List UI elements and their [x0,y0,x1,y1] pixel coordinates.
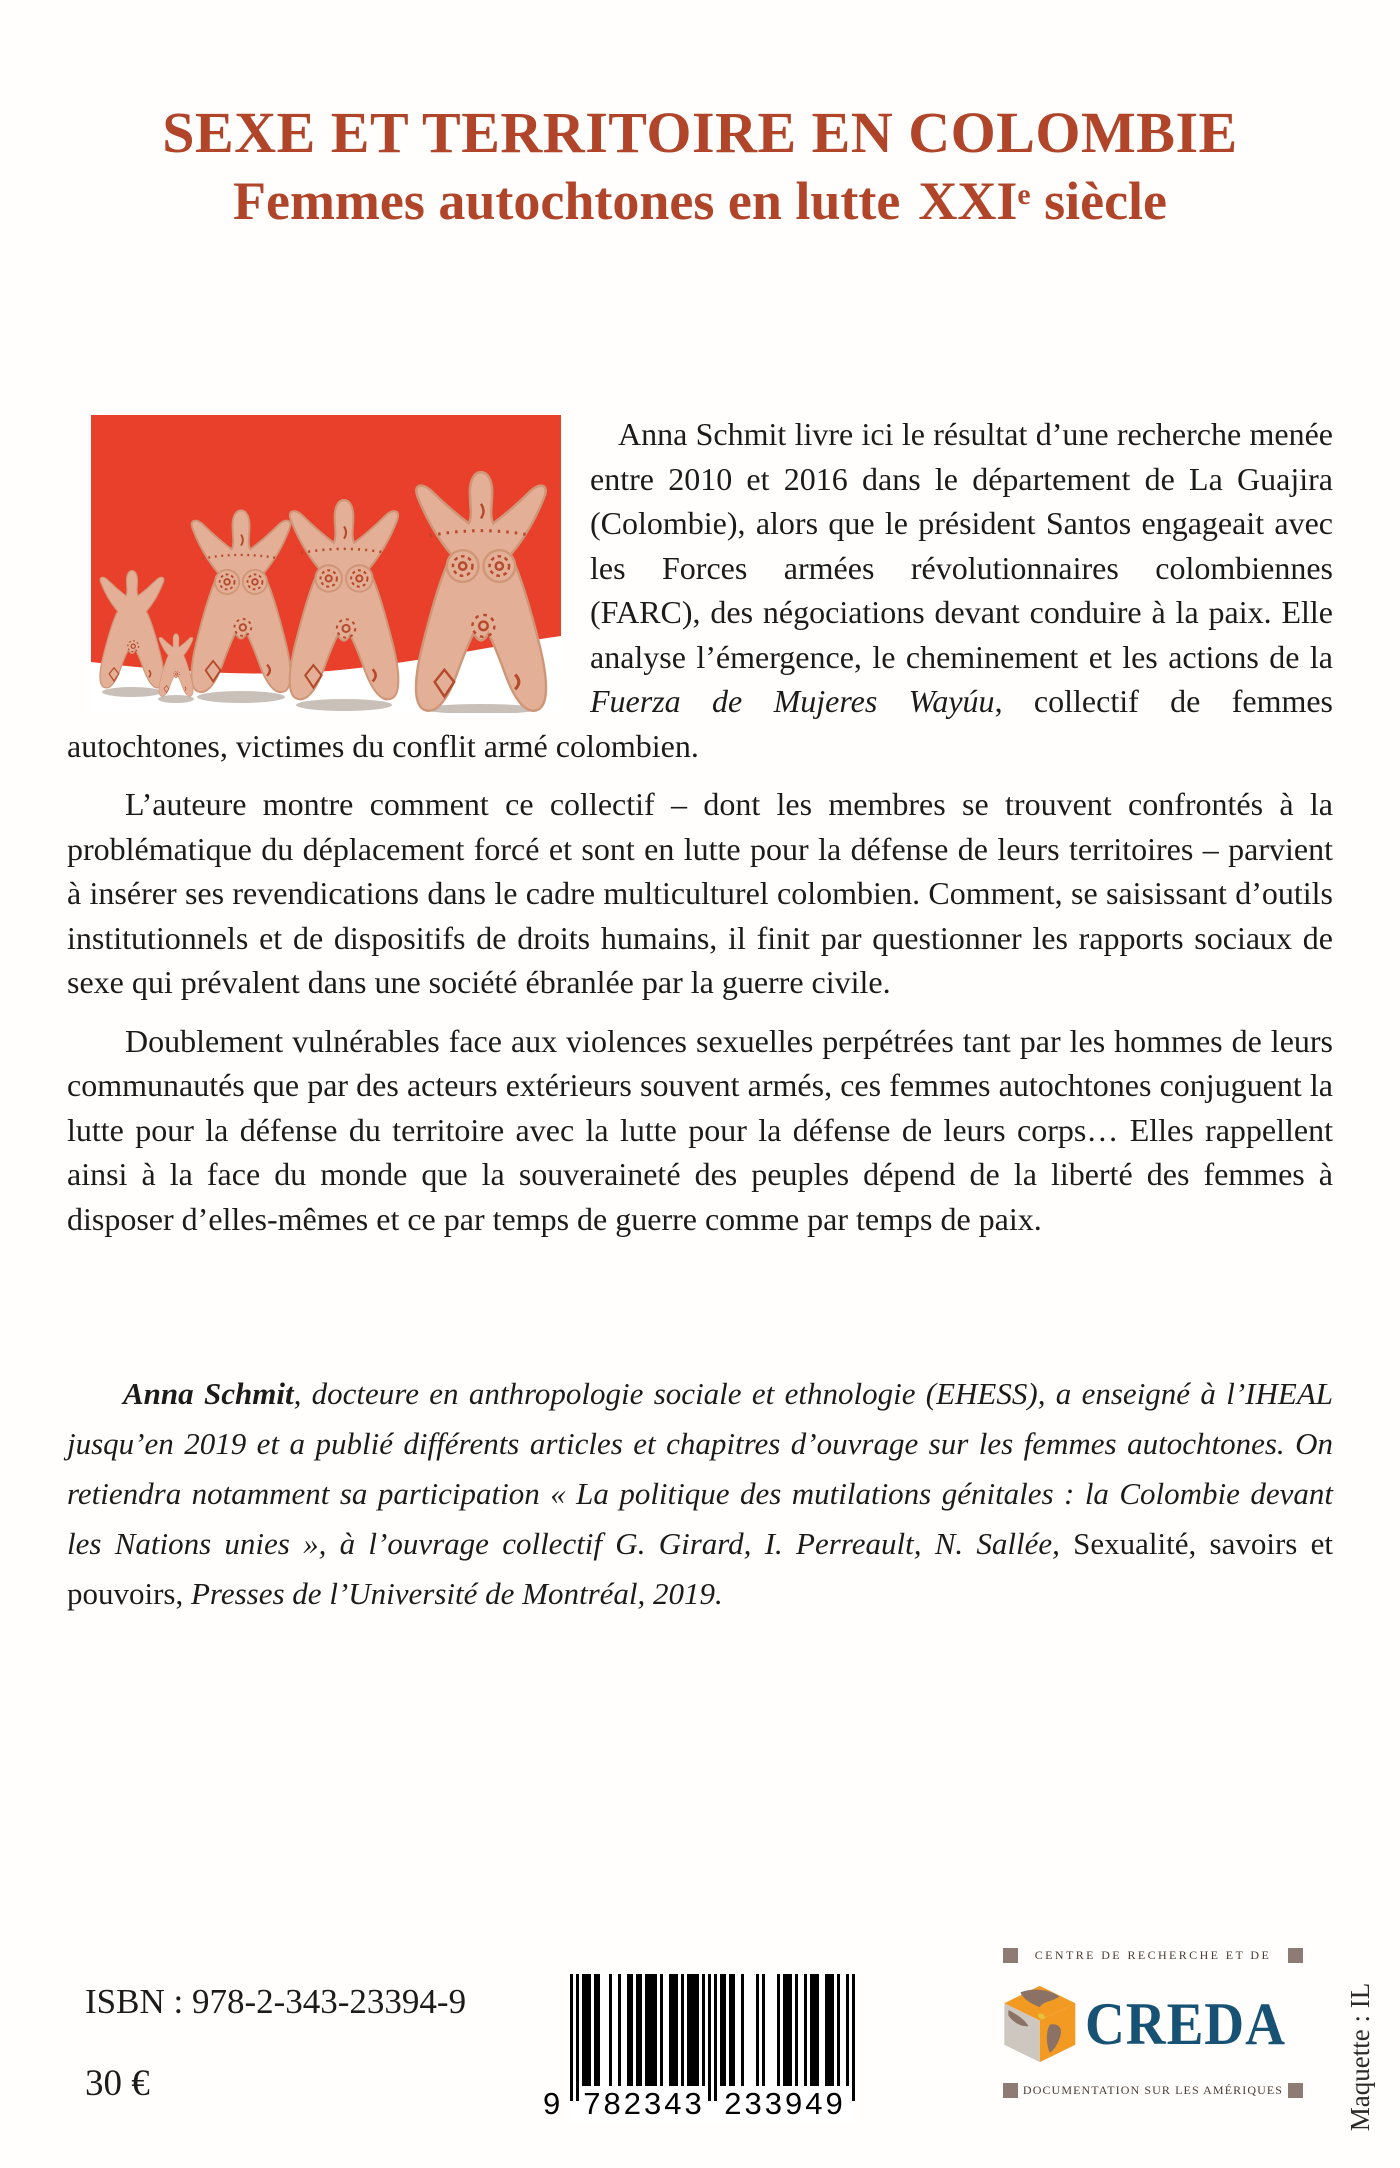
paragraph-text: Anna Schmit livre ici le résultat d’une recherche menée entre 2010 et 2016 dans le département de La Guajira (Colombie), alors que le président Santos engageait avec les Forces armées révolutionnaires colombiennes (FARC), des négociations devant conduire à la paix. Elle analyse l’émergence, le cheminement et les actions de la [590,416,1333,675]
bio-text: , docteure en anthropologie sociale et ethnologie (EHESS), a enseigné à l’IHEAL jusqu’en 2019 et a publié différents articles et chapitres d’ouvrage sur les femmes autochtones. On retiendra notamment sa participation « La politique des mutilations génitales : la Colombie devant les Nations unies », à l’ouvrage collectif G. Girard, I. Perreault, N. Sallée, [67,1376,1333,1561]
barcode [543,1974,855,2124]
barcode-bars [570,1974,855,2102]
creda-middle-row [1003,1968,1303,2080]
book-subtitle [0,170,1400,241]
globe-cube-icon [1003,1968,1077,2080]
logo-square-icon [1003,1948,1018,1963]
isbn-text: ISBN : 978-2-343-23394-9 [85,1982,467,2021]
synopsis-paragraph-2: L’auteure montre comment ce collectif – dont les membres se trouvent confrontés à la problématique du déplacement forcé et sont en lutte pour la défense de leurs territoires – parvient à insérer ses revendications dans le cadre multiculturel colombien. Comment, se saisissant d’outils institutionnels et de dispositifs de droits humains, il finit par questionner les rapports sociaux de sexe qui prévalent dans une société ébranlée par la guerre civile. [67,786,1333,1000]
creda-name: CREDA [1084,1991,1286,2057]
creda-top-line: CENTRE DE RECHERCHE ET DE [1034,1948,1272,1962]
barcode-lead-digit: 9 [543,2086,561,2121]
cover-photo [90,415,562,713]
creda-logo [1003,1948,1303,2098]
book-title: SEXE ET TERRITOIRE EN COLOMBIE [162,100,1238,165]
synopsis-section [67,412,1333,1633]
creda-bottom-line: DOCUMENTATION SUR LES AMÉRIQUES [1022,2083,1284,2097]
price-text: 30 € [85,2063,150,2104]
bio-text: Presses de l’Université de Montréal, 2019. [183,1576,723,1611]
wayuu-figurines-illustration [90,415,562,713]
header [0,0,1400,241]
barcode-digits [543,2084,855,2122]
century-word: siècle [1044,171,1168,231]
creda-top-row [1003,1948,1303,1963]
logo-square-icon [1288,1948,1303,1963]
collective-name-italic: Fuerza de Mujeres Wayúu [590,683,995,719]
subtitle-text: Femmes autochtones en lutte [232,171,901,231]
paragraph-text: , collectif de femmes autochtones, victimes du conflit armé colombien. [67,683,1334,764]
synopsis-paragraph-3: Doublement vulnérables face aux violences sexuelles perpétrées tant par les hommes de leurs communautés que par des acteurs extérieurs souvent armés, ces femmes autochtones conjuguent la lutte pour la défense du territoire avec la lutte pour la défense de leurs corps… Elles rappellent ainsi à la face du monde que la souveraineté des peuples dépend de la liberté des femmes à disposer d’elles-mêmes et ce par temps de guerre comme par temps de paix. [67,1022,1333,1237]
barcode-left-digits: 782343 [580,2086,708,2122]
logo-square-icon [1288,2083,1303,2098]
creda-bottom-row [1003,2083,1303,2098]
logo-square-icon [1003,2083,1018,2098]
barcode-right-digits: 233949 [721,2086,849,2122]
century-text: XXIe [918,171,1031,231]
author-name: Anna Schmit [123,1376,294,1411]
author-bio [67,1369,1333,1619]
maquette-credit: Maquette : IL [1345,1982,1375,2132]
bio-book-title: Sexualité, savoirs et pouvoirs, [67,1526,1333,1611]
